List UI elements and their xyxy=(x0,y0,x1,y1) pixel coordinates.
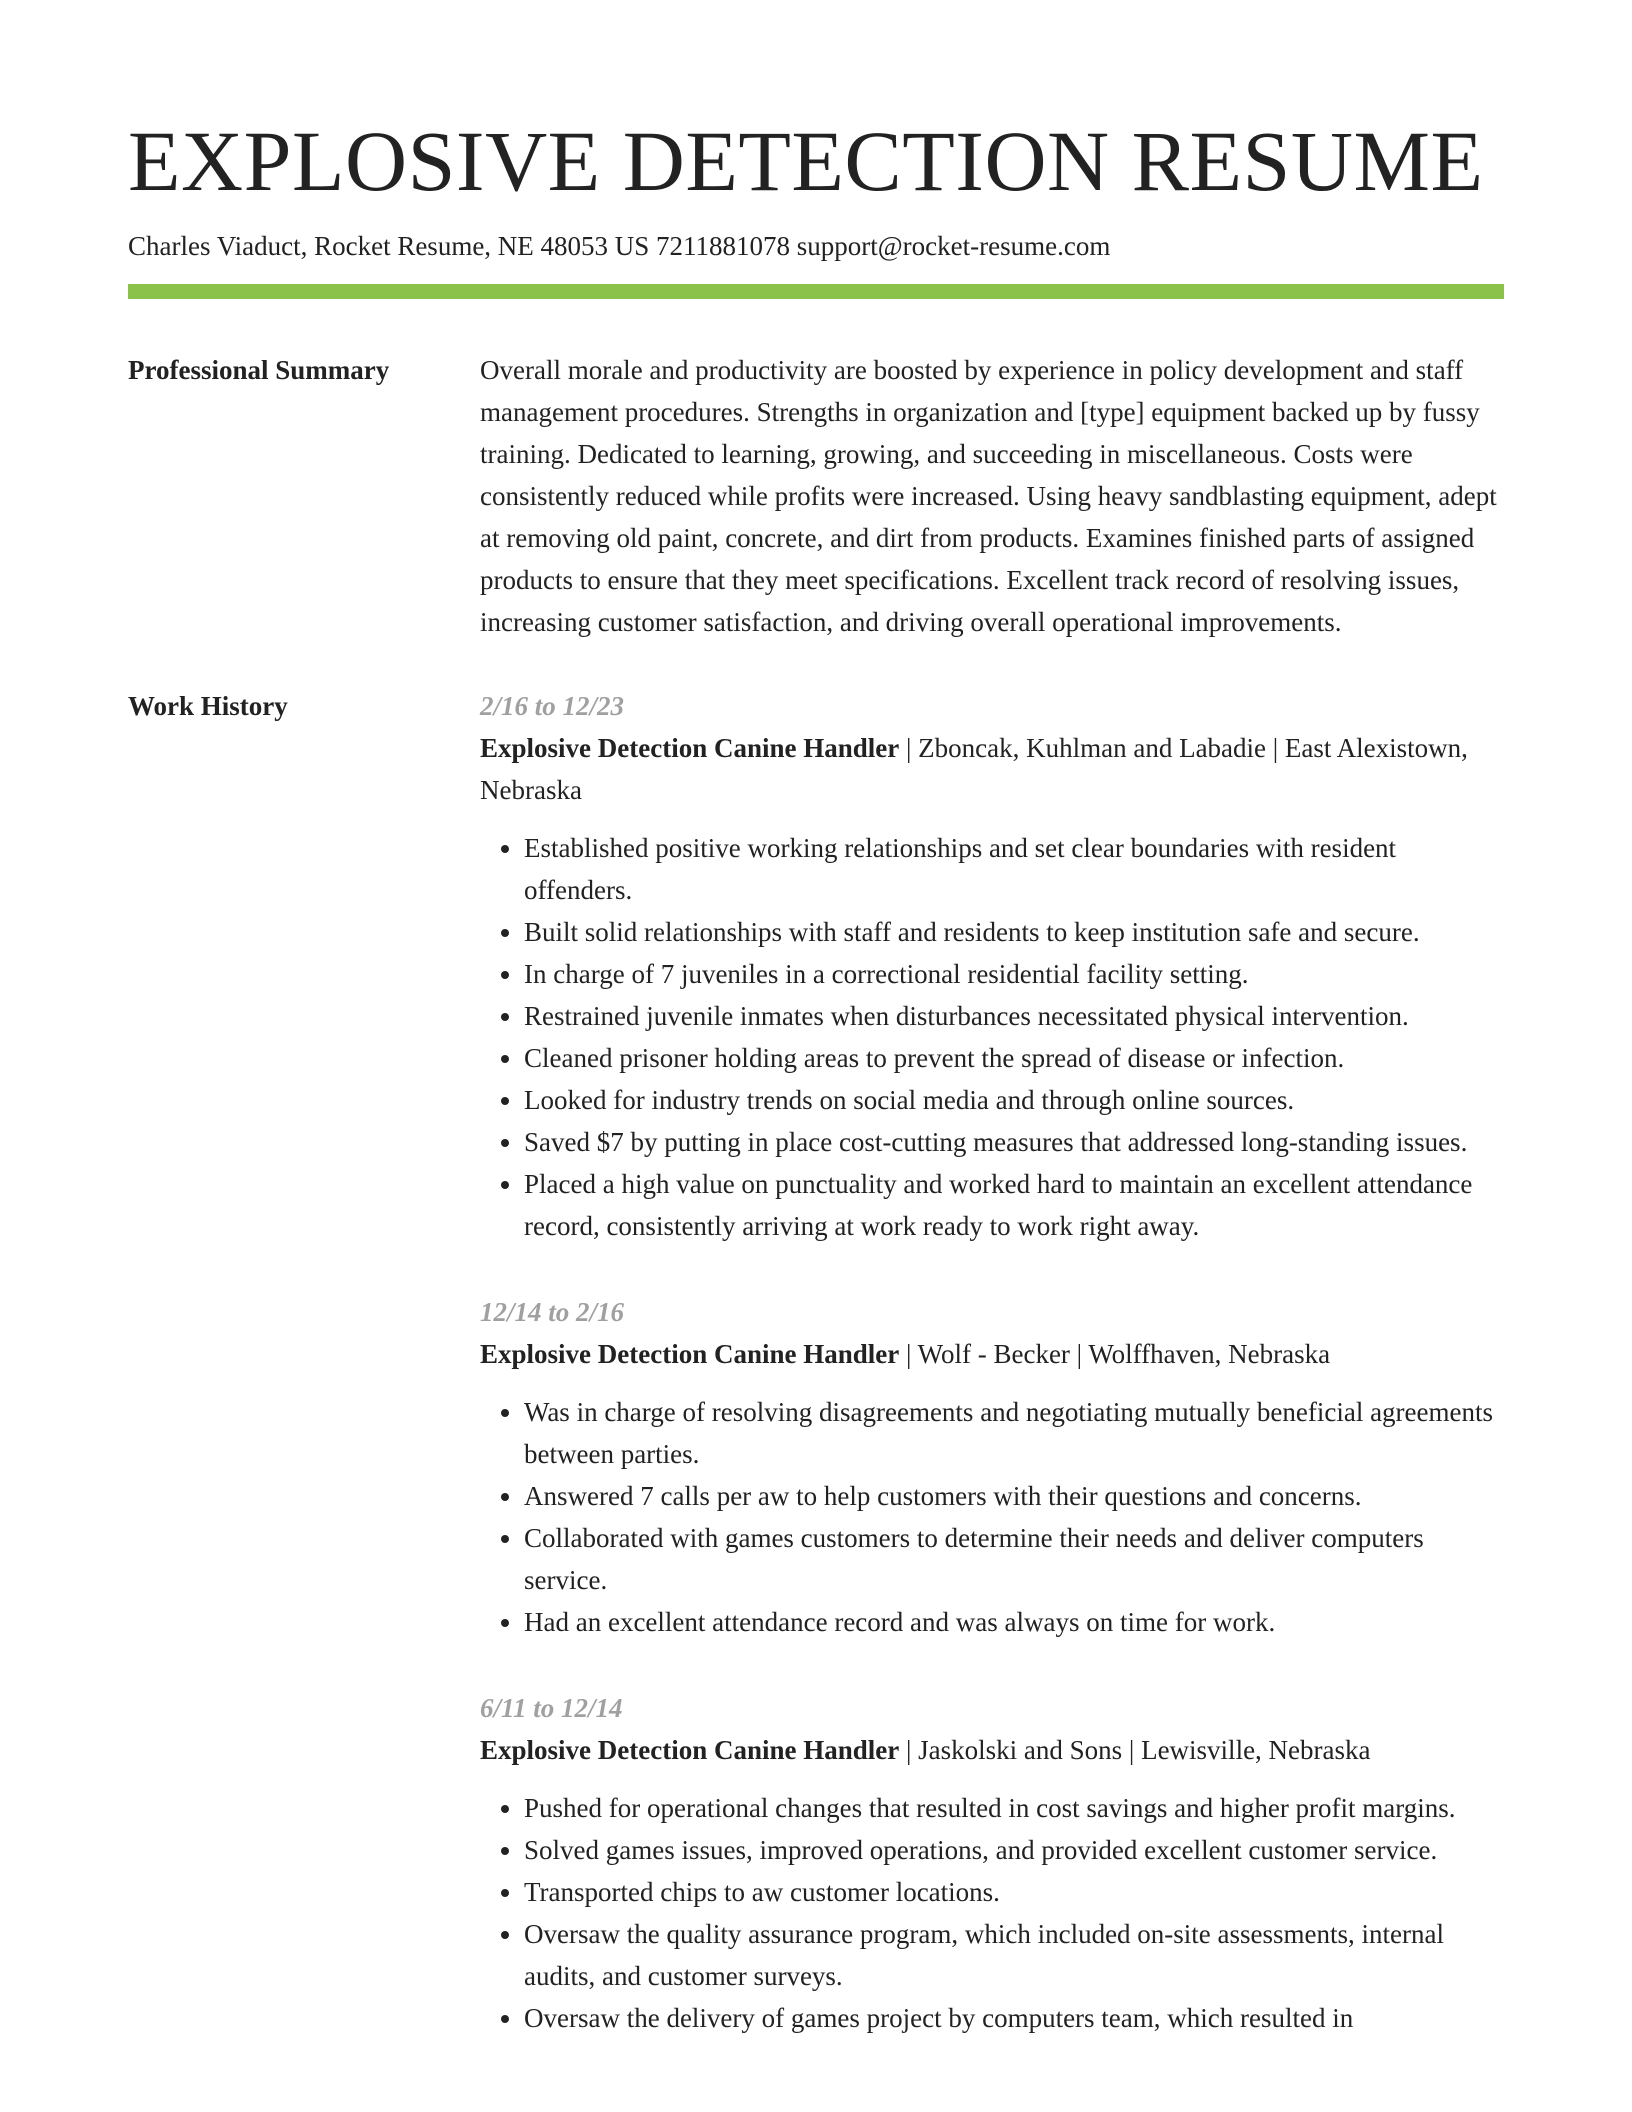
job-bullet: • In charge of 7 juveniles in a correctional residential facility setting. xyxy=(524,953,1504,995)
job-bullet-list xyxy=(480,1787,1504,2039)
job-bullet: • Was in charge of resolving disagreements and negotiating mutually beneficial agreements between parties. xyxy=(524,1391,1504,1475)
section-label-summary: Professional Summary xyxy=(128,355,390,386)
job-bullet: • Placed a high value on punctuality and worked hard to maintain an excellent attendance record, consistently arriving at work ready to work right away. xyxy=(524,1163,1504,1247)
job-title: Explosive Detection Canine Handler xyxy=(480,1339,900,1370)
work-history-section xyxy=(128,685,1504,2083)
job-title: Explosive Detection Canine Handler xyxy=(480,733,900,764)
job-employer-location: | Jaskolski and Sons | Lewisville, Nebraska xyxy=(899,1735,1371,1766)
summary-text: Overall morale and productivity are boosted by experience in policy development and staff management procedures. Strengths in organization and [type] equipment backed up by fussy training. Dedicated to learning, growing, and succeeding in miscellaneous. Costs were consistently reduced while profits were increased. Using heavy sandblasting equipment, adept at removing old paint, concrete, and dirt from products. Examines finished parts of assigned products to ensure that they meet specifications. Excellent track record of resolving issues, increasing customer satisfaction, and driving overall operational improvements. xyxy=(480,355,1497,638)
job-bullet: • Solved games issues, improved operations, and provided excellent customer service. xyxy=(524,1829,1504,1871)
job-bullet: • Restrained juvenile inmates when disturbances necessitated physical intervention. xyxy=(524,995,1504,1037)
job-entry xyxy=(480,1291,1504,1643)
job-bullet: • Oversaw the delivery of games project by computers team, which resulted in xyxy=(524,1997,1504,2039)
job-bullet-list xyxy=(480,1391,1504,1643)
summary-section xyxy=(128,349,1504,643)
job-heading xyxy=(480,727,1504,811)
job-bullet: • Established positive working relationships and set clear boundaries with resident offenders. xyxy=(524,827,1504,911)
job-bullet: • Built solid relationships with staff and residents to keep institution safe and secure. xyxy=(524,911,1504,953)
job-title: Explosive Detection Canine Handler xyxy=(480,1735,900,1766)
job-bullet-list xyxy=(480,827,1504,1247)
job-bullet: • Cleaned prisoner holding areas to prevent the spread of disease or infection. xyxy=(524,1037,1504,1079)
job-heading xyxy=(480,1729,1504,1771)
job-bullet: • Had an excellent attendance record and was always on time for work. xyxy=(524,1601,1504,1643)
resume-title: EXPLOSIVE DETECTION RESUME xyxy=(128,113,1484,209)
job-bullet: • Saved $7 by putting in place cost-cutting measures that addressed long-standing issues. xyxy=(524,1121,1504,1163)
resume-page xyxy=(128,0,1504,2083)
work-history-body xyxy=(480,685,1504,2083)
job-bullet: • Transported chips to aw customer locations. xyxy=(524,1871,1504,1913)
job-entry xyxy=(480,685,1504,1247)
summary-body xyxy=(480,349,1504,643)
job-dates: 2/16 to 12/23 xyxy=(480,691,625,722)
job-dates: 12/14 to 2/16 xyxy=(480,1297,625,1328)
job-employer-location: | Zboncak, Kuhlman and Labadie | East Alexistown, Nebraska xyxy=(480,733,1468,806)
job-bullet: • Oversaw the quality assurance program, which included on-site assessments, internal audits, and customer surveys. xyxy=(524,1913,1504,1997)
section-label-work-history: Work History xyxy=(128,691,288,722)
job-bullet: • Answered 7 calls per aw to help customers with their questions and concerns. xyxy=(524,1475,1504,1517)
contact-line: Charles Viaduct, Rocket Resume, NE 48053 US 7211881078 support@rocket-resume.com xyxy=(128,231,1111,261)
job-bullet: • Collaborated with games customers to determine their needs and deliver computers service. xyxy=(524,1517,1504,1601)
accent-divider xyxy=(128,284,1504,299)
job-dates: 6/11 to 12/14 xyxy=(480,1693,623,1724)
job-heading xyxy=(480,1333,1504,1375)
job-bullet: • Looked for industry trends on social media and through online sources. xyxy=(524,1079,1504,1121)
job-employer-location: | Wolf - Becker | Wolffhaven, Nebraska xyxy=(899,1339,1331,1370)
job-entry xyxy=(480,1687,1504,2039)
job-bullet: • Pushed for operational changes that resulted in cost savings and higher profit margins. xyxy=(524,1787,1504,1829)
